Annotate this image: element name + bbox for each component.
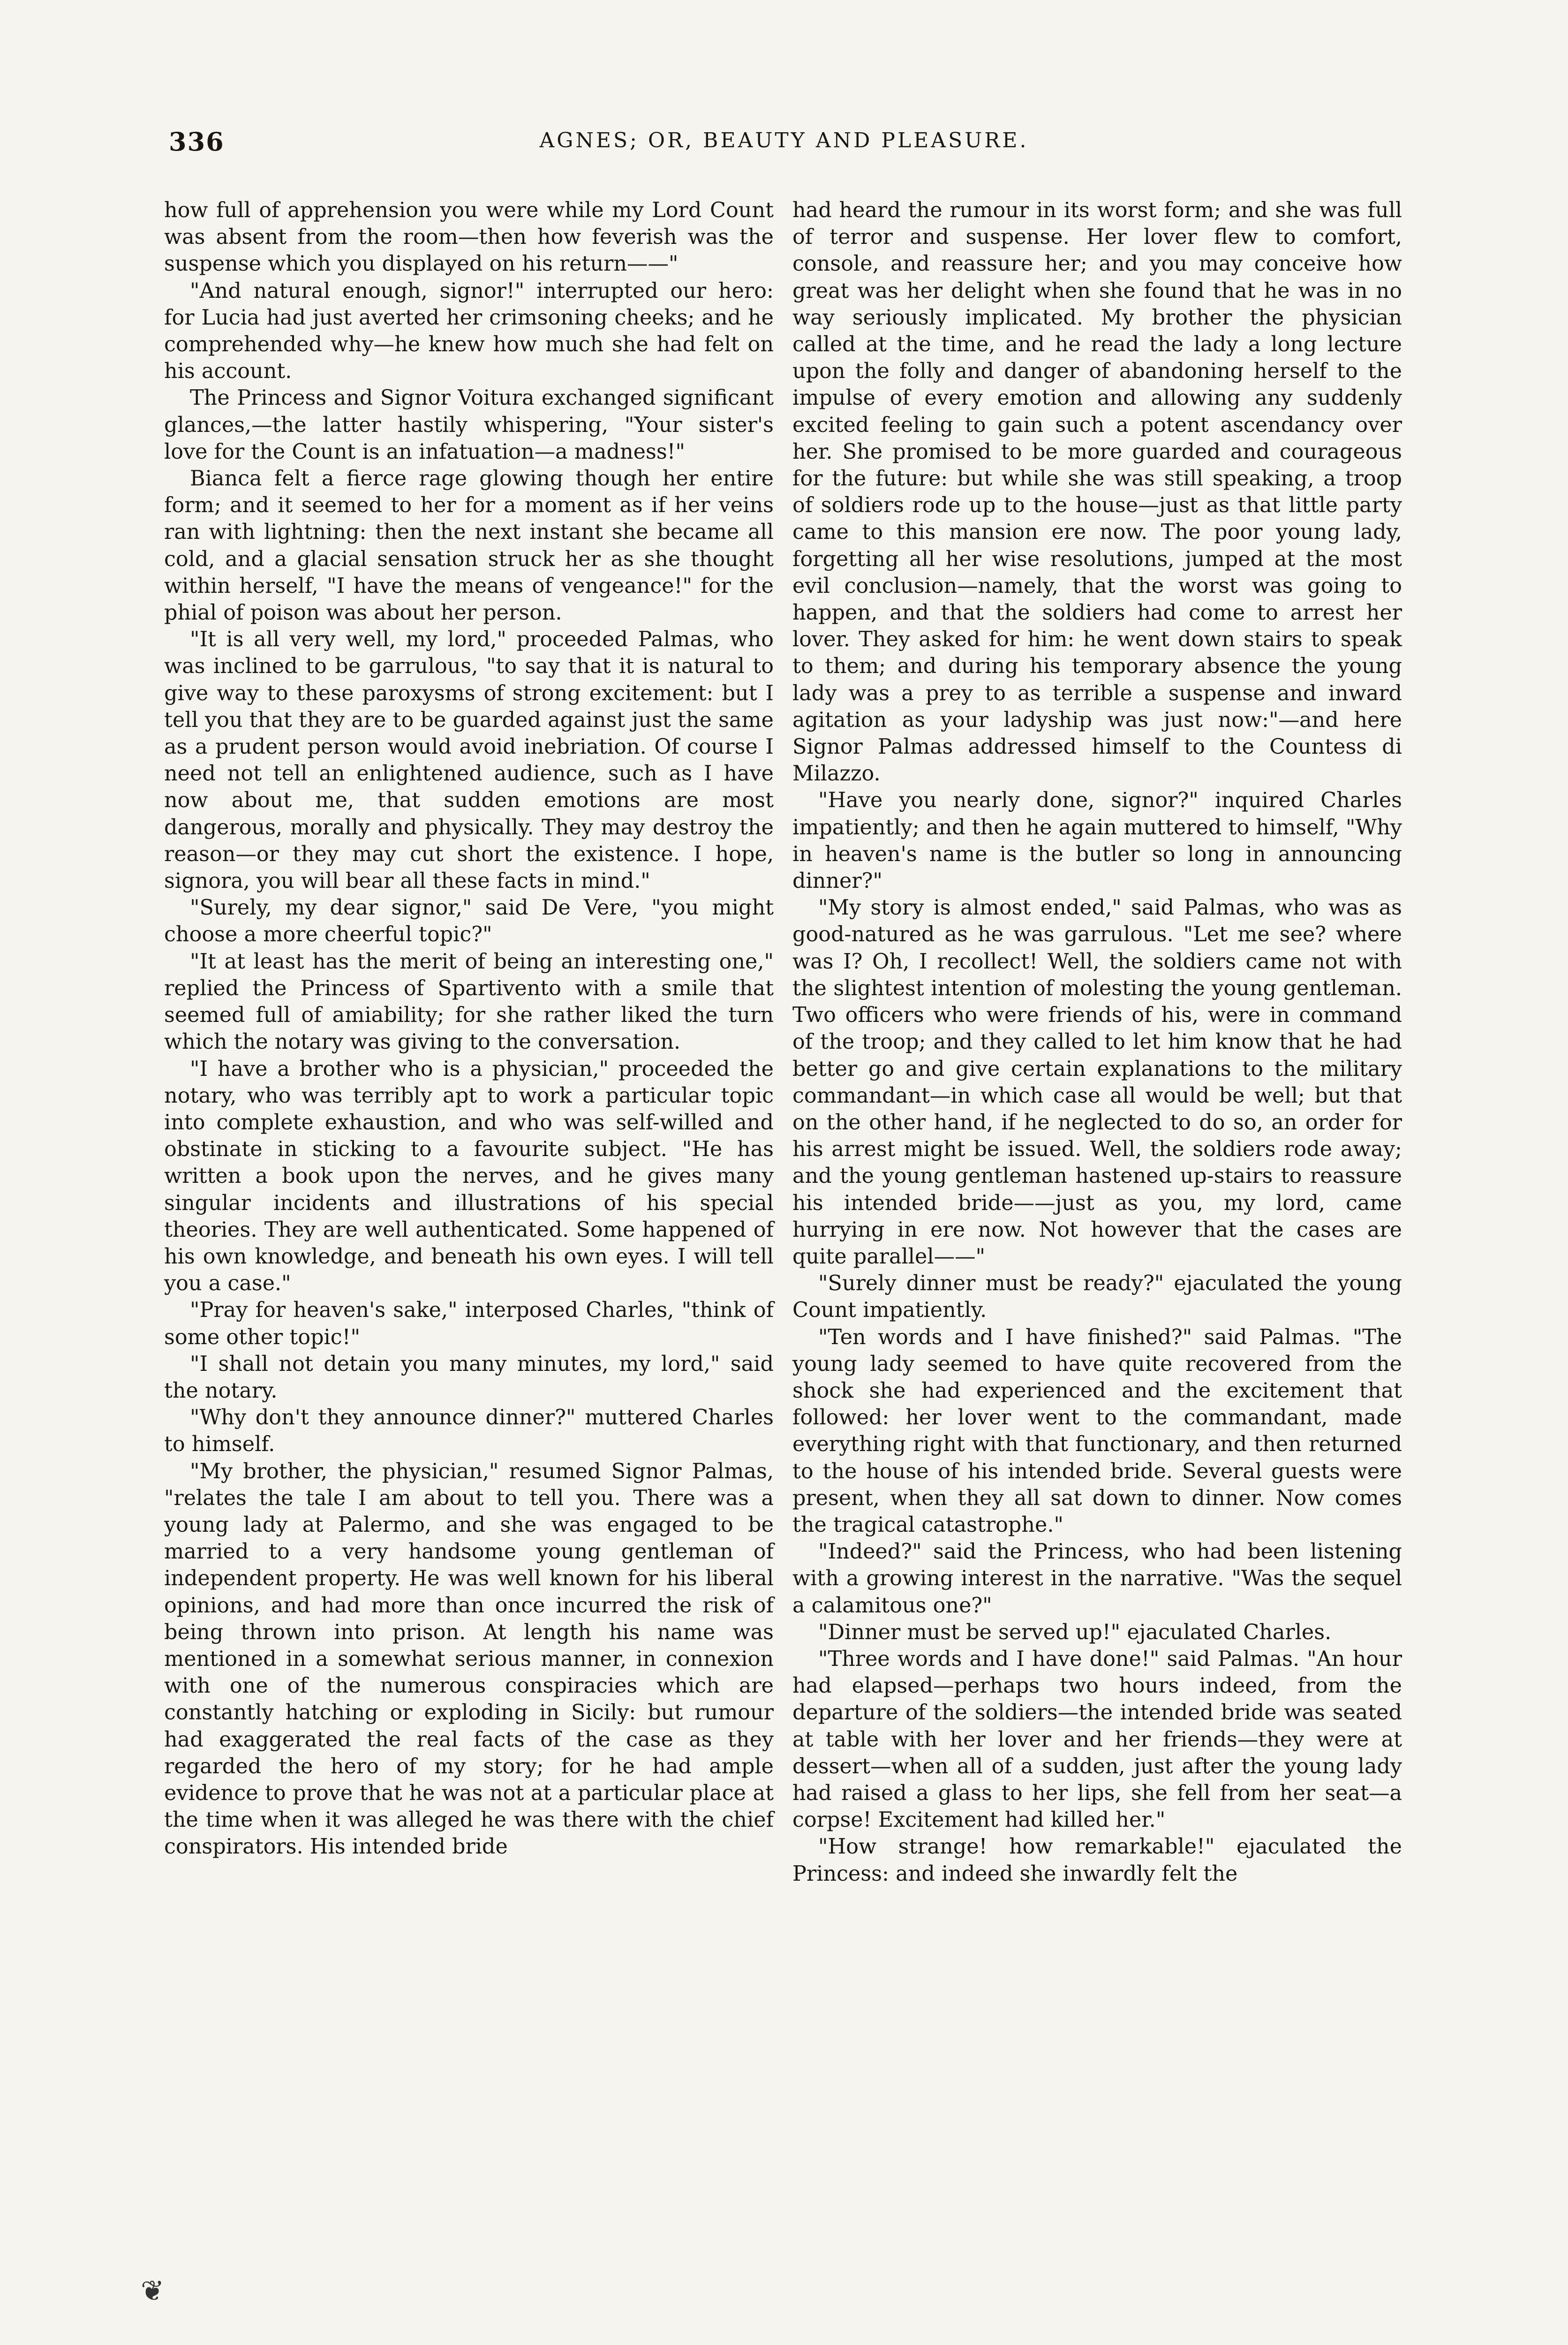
paragraph: "Indeed?" said the Princess, who had been listening with a growing interest in the narrative. "Was the sequel a calamitous one?" (792, 1540, 1402, 1618)
paragraph: "How strange! how remarkable!" ejaculated the Princess: and indeed she inwardly felt the (792, 1835, 1402, 1886)
paragraph: "It at least has the merit of being an interesting one," replied the Princess of Spartivento with a smile that seemed full of amiability; for she rather liked the turn which the notary was giving to the conversation. (164, 949, 774, 1054)
paragraph: "My story is almost ended," said Palmas, who was as good-natured as he was garrulous. "Let me see? where was I? Oh, I recollect! Well, the soldiers came not with the slightest intention of molesting the young gentleman. Two officers who were friends of his, were in command of the troop; and they called to let him know that he had better go and give certain explanations to the military commandant—in which case all would be well; but that on the other hand, if he neglected to do so, an order for his arrest might be issued. Well, the soldiers rode away; and the young gentleman hastened up-stairs to reassure his intended bride——just as you, my lord, came hurrying in ere now. Not however that the cases are quite parallel——" (792, 896, 1402, 1269)
running-title: AGNES; OR, BEAUTY AND PLEASURE. (539, 129, 1029, 152)
paragraph: "And natural enough, signor!" interrupted our hero: for Lucia had just averted her crimsoning cheeks; and he comprehended why—he knew how much she had felt on his account. (164, 279, 774, 384)
ornament-icon: ❦ (141, 2275, 165, 2307)
paragraph: "I shall not detain you many minutes, my lord," said the notary. (164, 1352, 774, 1403)
page-number: 336 (169, 127, 225, 157)
paragraph: how full of apprehension you were while my Lord Count was absent from the room—then how feverish was the suspense which you displayed on his return——" (164, 198, 774, 276)
paragraph: Bianca felt a fierce rage glowing though her entire form; and it seemed to her for a moment as if her veins ran with lightning: then the next instant she became all cold, and a glacial sensation struck her as she thought within herself, "I have the means of vengeance!" for the phial of poison was about her person. (164, 467, 774, 625)
paragraph: "Have you nearly done, signor?" inquired Charles impatiently; and then he again muttered to himself, "Why in heaven's name is the butler so long in announcing dinner?" (792, 788, 1402, 893)
paragraph: "Why don't they announce dinner?" muttered Charles to himself. (164, 1406, 774, 1457)
paragraph: The Princess and Signor Voitura exchanged significant glances,—the latter hastily whispering, "Your sister's love for the Count is an infatuation—a madness!" (164, 386, 774, 464)
paragraph: "Ten words and I have finished?" said Palmas. "The young lady seemed to have quite recovered from the shock she had experienced and the excitement that followed: her lover went to the commandant, made everything right with that functionary, and then returned to the house of his intended bride. Several guests were present, when they all sat down to dinner. Now comes the tragical catastrophe." (792, 1325, 1402, 1537)
paragraph: "Surely, my dear signor," said De Vere, "you might choose a more cheerful topic?" (164, 896, 774, 947)
paragraph: "Three words and I have done!" said Palmas. "An hour had elapsed—perhaps two hours indeed, from the departure of the soldiers—the intended bride was seated at table with her lover and her friends—they were at dessert—when all of a sudden, just after the young lady had raised a glass to her lips, she fell from her seat—a corpse! Excitement had killed her." (792, 1647, 1402, 1832)
paragraph: "My brother, the physician," resumed Signor Palmas, "relates the tale I am about to tell you. There was a young lady at Palermo, and she was engaged to be married to a very handsome young gentleman of independent property. He was well known for his liberal opinions, and had more than once incurred the risk of being thrown into prison. At length his name was mentioned in a somewhat serious manner, in connexion with one of the numerous conspiracies which are constantly hatching or exploding in Sicily: but rumour had exaggerated the real facts of the case as they regarded the hero of my story; for he had ample evidence to prove that he was not at a particular place at the time when it was alleged he was there with the chief conspirators. His intended bride (164, 1459, 774, 1859)
page-header (155, 127, 1413, 169)
paragraph: "Surely dinner must be ready?" ejaculated the young Count impatiently. (792, 1271, 1402, 1323)
left-text-column (164, 197, 774, 1861)
paragraph: had heard the rumour in its worst form; and she was full of terror and suspense. Her lover flew to comfort, console, and reassure her; and you may conceive how great was her delight when she found that he was in no way seriously implicated. My brother the physician called at the time, and he read the lady a long lecture upon the folly and danger of abandoning herself to the impulse of every emotion and allowing any suddenly excited feeling to gain such a potent ascendancy over her. She promised to be more guarded and courageous for the future: but while she was still speaking, a troop of soldiers rode up to the house—just as that little party came to this mansion ere now. The poor young lady, forgetting all her wise resolutions, jumped at the most evil conclusion—namely, that the worst was going to happen, and that the soldiers had come to arrest her lover. They asked for him: he went down stairs to speak to them; and during his temporary absence the young lady was a prey to as terrible a suspense and inward agitation as your ladyship was just now:"—and here Signor Palmas addressed himself to the Countess di Milazzo. (792, 198, 1402, 786)
paragraph: "It is all very well, my lord," proceeded Palmas, who was inclined to be garrulous, "to say that it is natural to give way to these paroxysms of strong excitement: but I tell you that they are to be guarded against just the same as a prudent person would avoid inebriation. Of course I need not tell an enlightened audience, such as I have now about me, that sudden emotions are most dangerous, morally and physically. They may destroy the reason—or they may cut short the existence. I hope, signora, you will bear all these facts in mind." (164, 628, 774, 893)
paragraph: "I have a brother who is a physician," proceeded the notary, who was terribly apt to work a particular topic into complete exhaustion, and who was self-willed and obstinate in sticking to a favourite subject. "He has written a book upon the nerves, and he gives many singular incidents and illustrations of his special theories. They are well authenticated. Some happened of his own knowledge, and beneath his own eyes. I will tell you a case." (164, 1057, 774, 1296)
paragraph: "Dinner must be served up!" ejaculated Charles. (818, 1620, 1332, 1644)
paragraph: "Pray for heaven's sake," interposed Charles, "think of some other topic!" (164, 1298, 774, 1349)
right-text-column (792, 197, 1402, 1887)
